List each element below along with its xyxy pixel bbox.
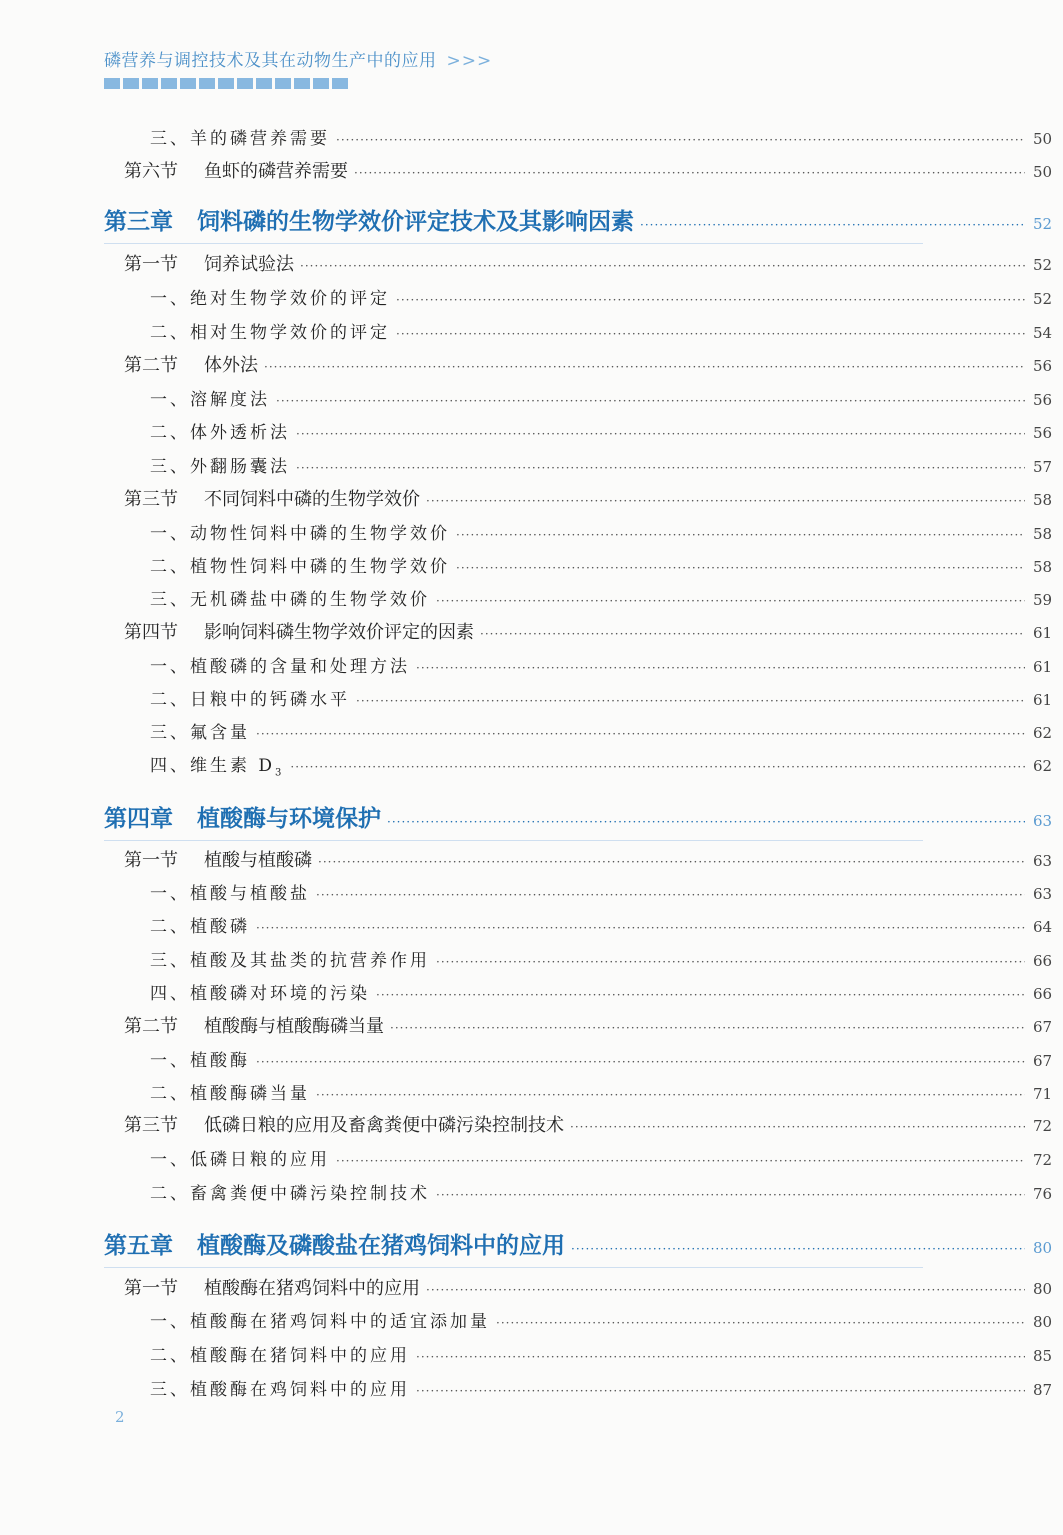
toc-leader-dots <box>356 694 1025 708</box>
toc-text: 植酸酶与植酸酶磷当量 <box>204 1016 384 1037</box>
toc-chapter[interactable] <box>0 203 1063 236</box>
toc-title <box>0 751 284 778</box>
toc-page-number: 50 <box>1033 130 1053 148</box>
toc-page-number: 62 <box>1033 757 1053 775</box>
toc-title <box>0 618 474 644</box>
toc-text: 饲养试验法 <box>204 254 294 275</box>
toc-text: 植酸与植酸磷 <box>204 850 312 871</box>
toc-leader-dots <box>496 1316 1025 1330</box>
toc-page-number: 63 <box>1033 885 1053 903</box>
toc-number: 第四节 <box>124 622 178 643</box>
toc-text: 三、氟含量 <box>150 723 250 743</box>
toc-number: 第一节 <box>124 254 178 275</box>
toc-number: 第四章 <box>104 805 173 832</box>
toc-title <box>0 418 290 443</box>
toc-item[interactable] <box>0 1079 1063 1104</box>
toc-text: 一、植酸与植酸盐 <box>150 884 310 904</box>
toc-leader-dots <box>256 921 1025 935</box>
toc-page-number: 72 <box>1033 1117 1053 1135</box>
toc-leader-dots <box>570 1120 1025 1134</box>
toc-leader-dots <box>396 293 1025 307</box>
toc-text: 鱼虾的磷营养需要 <box>204 161 348 182</box>
toc-title <box>0 318 390 343</box>
toc-page-number: 80 <box>1033 1280 1053 1298</box>
toc-title <box>0 552 450 577</box>
toc-page-number: 56 <box>1033 357 1053 375</box>
toc-title <box>0 1307 490 1332</box>
toc-text: 一、动物性饲料中磷的生物学效价 <box>150 524 450 544</box>
toc-page-number: 87 <box>1033 1381 1053 1399</box>
toc-item[interactable] <box>0 1046 1063 1071</box>
toc-text: 三、无机磷盐中磷的生物学效价 <box>150 590 430 610</box>
toc-leader-dots <box>316 888 1025 902</box>
toc-text: 二、畜禽粪便中磷污染控制技术 <box>150 1184 430 1204</box>
toc-title <box>0 1227 565 1260</box>
toc-page-number: 80 <box>1033 1239 1053 1257</box>
toc-item[interactable] <box>0 912 1063 937</box>
toc-leader-dots <box>416 1350 1025 1364</box>
toc-text: 饲料磷的生物学效价评定技术及其影响因素 <box>197 208 634 235</box>
toc-title <box>0 1274 420 1300</box>
toc-leader-dots <box>296 427 1025 441</box>
toc-title <box>0 685 350 710</box>
toc-item[interactable] <box>0 685 1063 710</box>
toc-text: 三、植酸及其盐类的抗营养作用 <box>150 951 430 971</box>
toc-title <box>0 800 381 833</box>
toc-section[interactable] <box>0 250 1063 276</box>
toc-page-number: 58 <box>1033 525 1053 543</box>
toc-item[interactable] <box>0 585 1063 610</box>
toc-page-number: 72 <box>1033 1151 1053 1169</box>
chapter-divider <box>104 1267 923 1268</box>
toc-number: 第三节 <box>124 1115 178 1136</box>
toc-title <box>0 203 634 236</box>
toc-page-number: 66 <box>1033 985 1053 1003</box>
toc-text: 一、植酸酶 <box>150 1051 250 1071</box>
toc-page-number: 57 <box>1033 458 1053 476</box>
toc-page-number: 67 <box>1033 1018 1053 1036</box>
toc-item[interactable] <box>0 1341 1063 1366</box>
toc-leader-dots <box>336 133 1025 147</box>
toc-page-number: 54 <box>1033 324 1053 342</box>
toc-title <box>0 879 310 904</box>
toc-number: 第三章 <box>104 208 173 235</box>
toc-leader-dots <box>387 815 1025 829</box>
toc-page-number: 52 <box>1033 290 1053 308</box>
toc-item[interactable] <box>0 946 1063 971</box>
toc-section[interactable] <box>0 485 1063 511</box>
toc-text: 低磷日粮的应用及畜禽粪便中磷污染控制技术 <box>204 1115 564 1136</box>
toc-title <box>0 946 430 971</box>
toc-title <box>0 1111 564 1137</box>
toc-title <box>0 652 410 677</box>
toc-section[interactable] <box>0 1012 1063 1038</box>
toc-leader-dots <box>256 1055 1025 1069</box>
toc-title <box>0 157 348 183</box>
toc-text: 一、植酸磷的含量和处理方法 <box>150 657 410 677</box>
toc-title <box>0 124 330 149</box>
toc-leader-dots <box>336 1154 1025 1168</box>
toc-page-number: 66 <box>1033 952 1053 970</box>
toc-item[interactable] <box>0 418 1063 443</box>
toc-item[interactable] <box>0 1145 1063 1170</box>
toc-leader-dots <box>396 327 1025 341</box>
toc-leader-dots <box>426 1283 1025 1297</box>
toc-text: 不同饲料中磷的生物学效价 <box>204 489 420 510</box>
toc-page-number: 56 <box>1033 424 1053 442</box>
toc-item[interactable] <box>0 385 1063 410</box>
toc-item[interactable] <box>0 284 1063 309</box>
toc-title <box>0 1145 330 1170</box>
toc-leader-dots <box>256 727 1025 741</box>
toc-number: 第六节 <box>124 161 178 182</box>
toc-item[interactable] <box>0 718 1063 743</box>
toc-item[interactable] <box>0 124 1063 149</box>
toc-section[interactable] <box>0 157 1063 183</box>
toc-page-number: 58 <box>1033 558 1053 576</box>
toc-page-number: 63 <box>1033 852 1053 870</box>
toc-leader-dots <box>416 661 1025 675</box>
toc-page-number: 52 <box>1033 256 1053 274</box>
toc-text: 植酸酶在猪鸡饲料中的应用 <box>204 1278 420 1299</box>
toc-text: 二、相对生物学效价的评定 <box>150 323 390 343</box>
toc-item[interactable] <box>0 1375 1063 1400</box>
toc-leader-dots <box>300 259 1025 273</box>
toc-leader-dots <box>318 855 1025 869</box>
toc-item[interactable] <box>0 318 1063 343</box>
toc-item[interactable] <box>0 1179 1063 1204</box>
toc-section[interactable] <box>0 618 1063 644</box>
toc-text: 二、植物性饲料中磷的生物学效价 <box>150 557 450 577</box>
toc-title <box>0 452 290 477</box>
toc-page-number: 80 <box>1033 1313 1053 1331</box>
toc-page-number: 85 <box>1033 1347 1053 1365</box>
toc-text: 四、植酸磷对环境的污染 <box>150 984 370 1004</box>
toc-page-number: 52 <box>1033 215 1053 233</box>
toc-title <box>0 351 258 377</box>
toc-leader-dots <box>390 1021 1025 1035</box>
toc-title <box>0 519 450 544</box>
toc-leader-dots <box>436 1188 1025 1202</box>
toc-section[interactable] <box>0 1111 1063 1137</box>
toc-text: 一、绝对生物学效价的评定 <box>150 289 390 309</box>
toc-text: 植酸酶及磷酸盐在猪鸡饲料中的应用 <box>197 1232 565 1259</box>
toc-title <box>0 1012 384 1038</box>
toc-title <box>0 1046 250 1071</box>
toc-page-number: 61 <box>1033 658 1053 676</box>
toc-title <box>0 1079 310 1104</box>
toc-text: 植酸酶与环境保护 <box>197 805 381 832</box>
toc-title <box>0 846 312 872</box>
toc-page-number: 67 <box>1033 1052 1053 1070</box>
toc-section[interactable] <box>0 846 1063 872</box>
toc-title <box>0 585 430 610</box>
toc-title <box>0 979 370 1004</box>
toc-number: 第一节 <box>124 850 178 871</box>
toc-section[interactable] <box>0 1274 1063 1300</box>
toc-page-number: 76 <box>1033 1185 1053 1203</box>
toc-page-number: 62 <box>1033 724 1053 742</box>
toc-subscript: 3 <box>275 767 285 779</box>
toc-item[interactable] <box>0 751 1063 778</box>
toc-text: 二、植酸磷 <box>150 917 250 937</box>
toc-item[interactable] <box>0 552 1063 577</box>
toc-leader-dots <box>426 494 1025 508</box>
toc-text: 二、植酸酶在猪饲料中的应用 <box>150 1346 410 1366</box>
toc-title <box>0 912 250 937</box>
toc-title <box>0 718 250 743</box>
toc-text: 一、植酸酶在猪鸡饲料中的适宜添加量 <box>150 1312 490 1332</box>
toc-title <box>0 1375 410 1400</box>
toc-section[interactable] <box>0 351 1063 377</box>
toc-text: 一、低磷日粮的应用 <box>150 1150 330 1170</box>
toc-text: 二、日粮中的钙磷水平 <box>150 690 350 710</box>
toc-number: 第一节 <box>124 1278 178 1299</box>
toc-item[interactable] <box>0 1307 1063 1332</box>
toc-item[interactable] <box>0 519 1063 544</box>
toc-leader-dots <box>436 955 1025 969</box>
book-title: 磷营养与调控技术及其在动物生产中的应用 <box>104 51 437 71</box>
toc-leader-dots <box>456 561 1025 575</box>
toc-title <box>0 1179 430 1204</box>
toc-text: 一、溶解度法 <box>150 390 270 410</box>
toc-item[interactable] <box>0 979 1063 1004</box>
toc-text: 三、外翻肠囊法 <box>150 457 290 477</box>
chapter-divider <box>104 840 923 841</box>
toc-number: 第二节 <box>124 355 178 376</box>
toc-leader-dots <box>376 988 1025 1002</box>
toc-page-number: 59 <box>1033 591 1053 609</box>
toc-page-number: 50 <box>1033 163 1053 181</box>
toc-text: 二、体外透析法 <box>150 423 290 443</box>
toc-text: 体外法 <box>204 355 258 376</box>
toc-leader-dots <box>296 461 1025 475</box>
toc-title <box>0 1341 410 1366</box>
toc-chapter[interactable] <box>0 800 1063 833</box>
toc-number: 第五章 <box>104 1232 173 1259</box>
toc-leader-dots <box>264 360 1025 374</box>
toc-page-number: 71 <box>1033 1085 1053 1103</box>
toc-leader-dots <box>316 1088 1025 1102</box>
toc-leader-dots <box>354 166 1025 180</box>
toc-text: 二、植酸酶磷当量 <box>150 1084 310 1104</box>
toc-title <box>0 485 420 511</box>
toc-title <box>0 250 294 276</box>
toc-title <box>0 284 390 309</box>
toc-page-number: 63 <box>1033 812 1053 830</box>
toc-text: 三、植酸酶在鸡饲料中的应用 <box>150 1380 410 1400</box>
toc-leader-dots <box>416 1384 1025 1398</box>
chapter-divider <box>104 243 923 244</box>
toc-leader-dots <box>436 594 1025 608</box>
toc-title <box>0 385 270 410</box>
page-number: 2 <box>115 1408 125 1426</box>
toc-number: 第二节 <box>124 1016 178 1037</box>
toc-leader-dots <box>456 528 1025 542</box>
toc-leader-dots <box>290 760 1025 774</box>
toc-leader-dots <box>571 1242 1025 1256</box>
toc-page-number: 58 <box>1033 491 1053 509</box>
toc-page-number: 56 <box>1033 391 1053 409</box>
toc-item[interactable] <box>0 879 1063 904</box>
toc-chapter[interactable] <box>0 1227 1063 1260</box>
toc-number: 第三节 <box>124 489 178 510</box>
toc-text: 影响饲料磷生物学效价评定的因素 <box>204 622 474 643</box>
toc-leader-dots <box>276 394 1025 408</box>
toc-leader-dots <box>480 627 1025 641</box>
toc-text: 四、维生素 D <box>150 756 276 776</box>
toc-text: 三、羊的磷营养需要 <box>150 129 330 149</box>
toc-page-number: 61 <box>1033 691 1053 709</box>
chevron-right-icon: >>> <box>446 51 493 71</box>
toc-page-number: 64 <box>1033 918 1053 936</box>
toc-item[interactable] <box>0 452 1063 477</box>
toc-leader-dots <box>640 218 1025 232</box>
toc-item[interactable] <box>0 652 1063 677</box>
toc-page-number: 61 <box>1033 624 1053 642</box>
